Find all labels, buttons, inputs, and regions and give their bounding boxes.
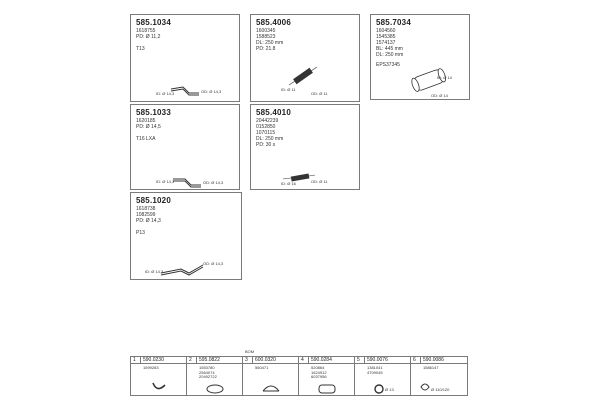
part-number: 585.1034 [136,18,171,27]
id-label: ID: Ø 14,3 [145,269,164,274]
cell-number: 5 [357,357,365,364]
tailpipe-drawing [131,193,243,281]
hook-icon [131,357,187,395]
cell-number: 4 [301,357,309,364]
cell-part: 600.0320 [255,357,276,363]
cell-sub: 520864 [311,365,325,370]
part-number: 585.1033 [136,108,171,117]
cell-number: 3 [245,357,253,364]
cell-part: 595.0822 [199,357,220,363]
accessory-cell-2[interactable] [187,357,243,395]
id-label: ID: Ø 11 [281,87,296,92]
spec-line: BL: 445 mm [376,46,403,52]
cell-sub: 2564074 [199,369,215,375]
cell-sub: 20492722 [199,374,217,379]
clamp-icon [299,357,355,395]
flex-pipe-drawing [251,105,361,191]
accessories-strip [130,356,468,396]
spec-line: 1600345 [256,28,276,34]
cell-dimension-label: Ø 110/120 [431,387,450,392]
cell-sub: 1553780 [199,365,215,370]
spec-line: 1618738 [136,206,156,212]
cell-sub: 6037956 [311,374,327,379]
tailpipe-drawing [131,105,241,191]
accessory-cell-5[interactable] [355,357,411,395]
cell-sub: 560471 [255,365,269,370]
cell-number: 6 [413,357,421,364]
model-note: T13 [136,46,145,52]
id-label: ID: Ø 14 [437,75,452,80]
accessory-cell-4[interactable] [299,357,355,395]
spec-line: 20442239 [256,118,279,124]
model-note: EPS37345 [376,62,400,68]
strip-title: BOM [245,349,255,354]
id-label: ID: Ø 14,3 [156,179,175,184]
id-label: ID: Ø 14,3 [156,91,175,96]
spec-line: PD: Ø 14,3 [136,218,161,224]
od-label: OD: Ø 14 [431,93,448,98]
accessory-cell-6[interactable] [411,357,467,395]
od-label: OD: Ø 14,3 [201,89,222,94]
spec-line: 1574137 [376,40,396,46]
cell-sub: 1624912 [311,369,327,375]
part-card-585-7034[interactable] [370,14,470,100]
cell-sub: 1586147 [423,365,439,370]
spec-line: 1545385 [376,34,396,40]
cell-number: 2 [189,357,197,364]
cell-part: 590.0284 [311,357,332,363]
accessory-cell-1[interactable] [131,357,187,395]
cell-sub: 1381041 [367,365,383,370]
spec-line: DL: 250 mm [256,136,284,142]
cell-part: 590.0230 [143,357,164,363]
part-number: 585.4010 [256,108,291,117]
spec-line: DL: 250 mm [256,40,284,46]
spec-line: 1070115 [256,130,276,136]
tailpipe-drawing [131,15,241,103]
cell-number: 1 [133,357,141,364]
part-number: 585.1020 [136,196,171,205]
spec-line: PD: 30 s [256,142,276,148]
spec-line: PD: Ø 14,5 [136,124,161,130]
od-label: OD: Ø 14,3 [203,261,224,266]
spec-line: 0152850 [256,124,276,130]
cell-sub: 1599283 [143,365,159,370]
part-number: 585.7034 [376,18,411,27]
spec-line: DL: 250 mm [376,52,404,58]
hanger-icon [411,357,467,395]
accessory-cell-3[interactable] [243,357,299,395]
od-label: OD: Ø 11 [311,179,328,184]
part-card-585-1020[interactable] [130,192,242,280]
flex-pipe-drawing [251,15,361,103]
id-label: ID: Ø 16 [281,181,296,186]
spec-line: PD: Ø 11,2 [136,34,161,40]
od-label: OD: Ø 11 [311,91,328,96]
spec-line: 1618755 [136,28,156,34]
cell-part: 590.0086 [423,357,444,363]
part-card-585-4006[interactable] [250,14,360,102]
od-label: OD: Ø 14,3 [203,180,224,185]
part-card-585-1033[interactable] [130,104,240,190]
spec-line: PD: 21.8 [256,46,276,52]
spec-line: 1620185 [136,118,156,124]
model-note: P13 [136,230,145,236]
cell-sub: 4709045 [367,369,383,375]
gasket-icon [243,357,299,395]
rubber-ring-icon [355,357,411,395]
part-number: 585.4006 [256,18,291,27]
spec-line: 1588523 [256,34,276,40]
clamp-ring-icon [187,357,243,395]
cell-dimension-label: Ø 13 [385,387,394,392]
spec-line: 1604560 [376,28,396,34]
part-card-585-4010[interactable] [250,104,360,190]
muffler-drawing [371,15,471,101]
model-note: T16 LXA [136,136,156,142]
spec-line: 1082599 [136,212,156,218]
part-card-585-1034[interactable] [130,14,240,102]
cell-part: 590.0076 [367,357,388,363]
